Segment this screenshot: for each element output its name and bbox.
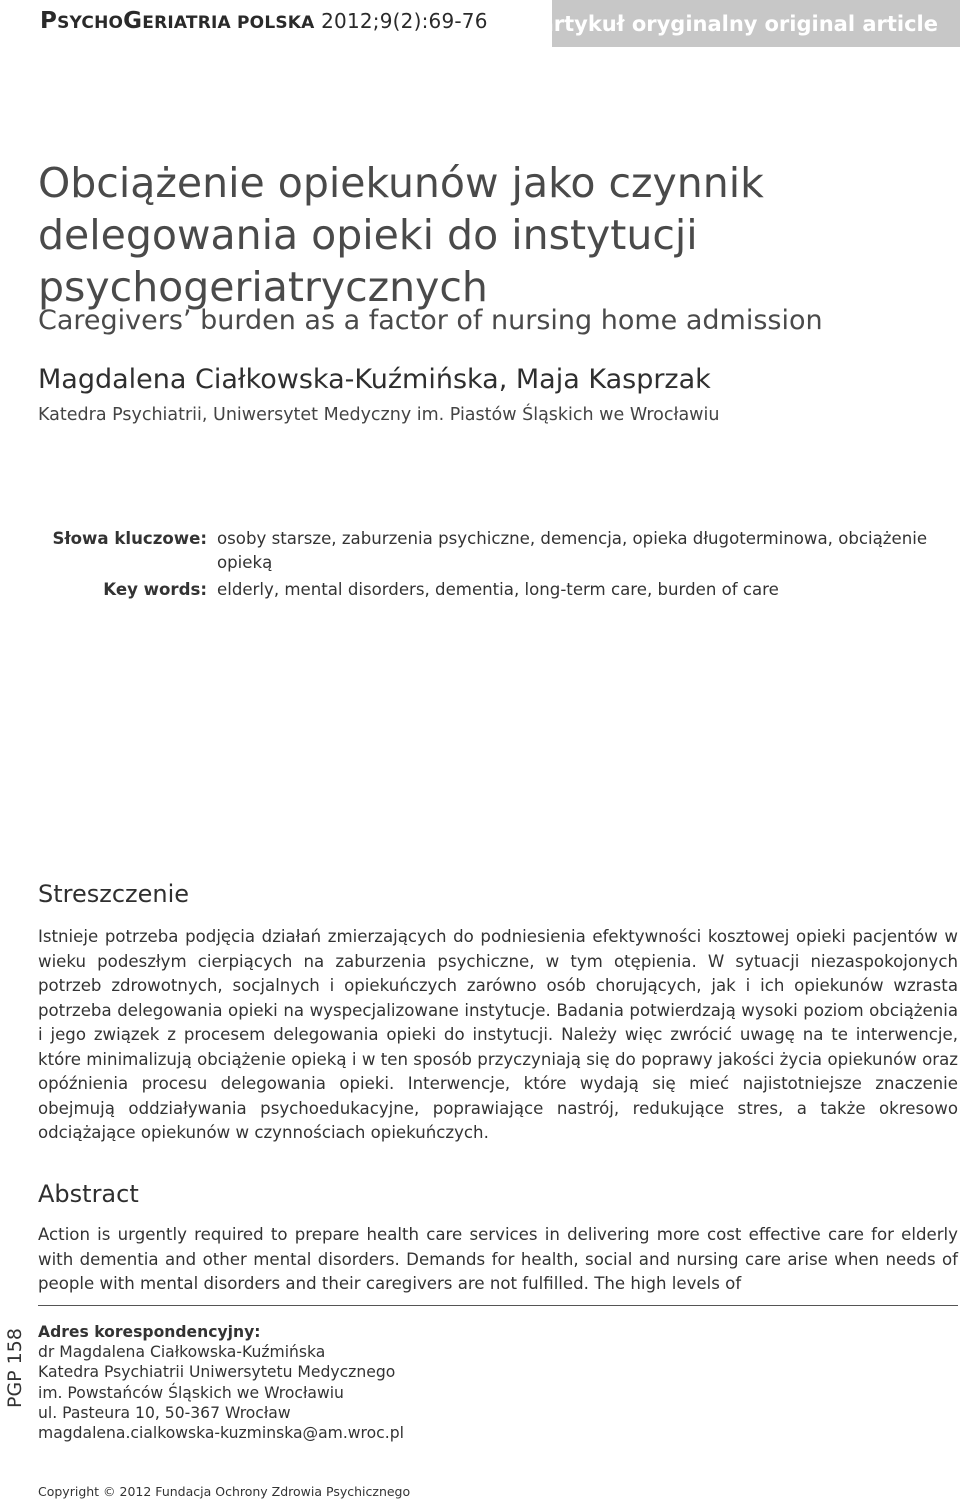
correspondence-line: im. Powstańców Śląskich we Wrocławiu	[38, 1383, 344, 1402]
keywords-pl	[38, 527, 938, 575]
streszczenie-heading: Streszczenie	[38, 880, 190, 908]
abstract-heading: Abstract	[38, 1180, 139, 1208]
page-number: PGP 158	[4, 1328, 26, 1408]
keywords-en-label: Key words:	[103, 580, 207, 599]
abstract-text: Action is urgently required to prepare health care services in delivering more cost effective care for elderly with dementia and other mental disorders. Demands for health, social and nursing care arise when needs of people with mental disorders and their caregivers are not fulfilled. The high levels of	[38, 1225, 958, 1293]
correspondence-line: Katedra Psychiatrii Uniwersytetu Medycznego	[38, 1363, 396, 1382]
authors: Magdalena Ciałkowska-Kuźmińska, Maja Kasprzak	[38, 364, 711, 395]
correspondence-email: magdalena.cialkowska-kuzminska@am.wroc.pl	[38, 1424, 404, 1443]
journal-header	[40, 8, 488, 34]
article-title-pl: Obciążenie opiekunów jako czynnik delegowania opieki do instytucji psychogeriatrycznych	[38, 159, 764, 311]
correspondence-address	[38, 1322, 404, 1443]
streszczenie-text: Istnieje potrzeba podjęcia działań zmierzających do podniesienia efektywności kosztowej opieki pacjentów w wieku podeszłym cierpiących na zaburzenia psychiczne, w tym otępienia. W sytuacji niezaspokojonych potrzeb zdrowotnych, socjalnych i opiekuńczych zarówno osób chorujących, jak i ich opiekunów wzrasta potrzeba delegowania opieki na wyspecjalizowane instytucje. Badania potwierdzają wysoki poziom obciążenia i jego związek z procesem delegowania opieki do instytucji. Należy więc zwrócić uwagę na te interwencje, które minimalizują obciążenie opieką i w ten sposób przyczyniają się do poprawy jakości życia opiekunów oraz opóźnienia procesu delegowania opieki. Interwencje, które wydają się mieć najistotniejsze znaczenie obejmują oddziaływania psychoedukacyjne, poprawiające nastrój, redukujące stres, a także okresowo odciążające opiekunów w czynnościach opiekuńczych.	[38, 927, 958, 1142]
journal-name: PSYCHOGERIATRIA POLSKA	[40, 8, 315, 34]
correspondence-line: ul. Pasteura 10, 50-367 Wrocław	[38, 1403, 291, 1422]
keywords-block	[38, 527, 938, 602]
journal-citation: 2012;9(2):69-76	[314, 9, 488, 33]
article-type-badge	[539, 0, 960, 47]
divider	[38, 1305, 958, 1306]
keywords-en-value: elderly, mental disorders, dementia, long-term care, burden of care	[217, 580, 779, 599]
correspondence-heading: Adres korespondencyjny:	[38, 1323, 261, 1341]
keywords-pl-value: osoby starsze, zaburzenia psychiczne, demencja, opieka długoterminowa, obciążenie opieką	[217, 529, 928, 572]
keywords-en	[38, 578, 938, 602]
correspondence-line: dr Magdalena Ciałkowska-Kuźmińska	[38, 1343, 326, 1362]
article-title-en: Caregivers’ burden as a factor of nursing home admission	[38, 305, 823, 336]
affiliation: Katedra Psychiatrii, Uniwersytet Medyczny im. Piastów Śląskich we Wrocławiu	[38, 405, 720, 425]
copyright: Copyright © 2012 Fundacja Ochrony Zdrowia Psychicznego	[38, 1484, 411, 1499]
article-type-pl: artykuł oryginalny	[539, 11, 758, 36]
keywords-pl-label: Słowa kluczowe:	[52, 529, 207, 548]
article-type-en: original article	[764, 11, 938, 36]
